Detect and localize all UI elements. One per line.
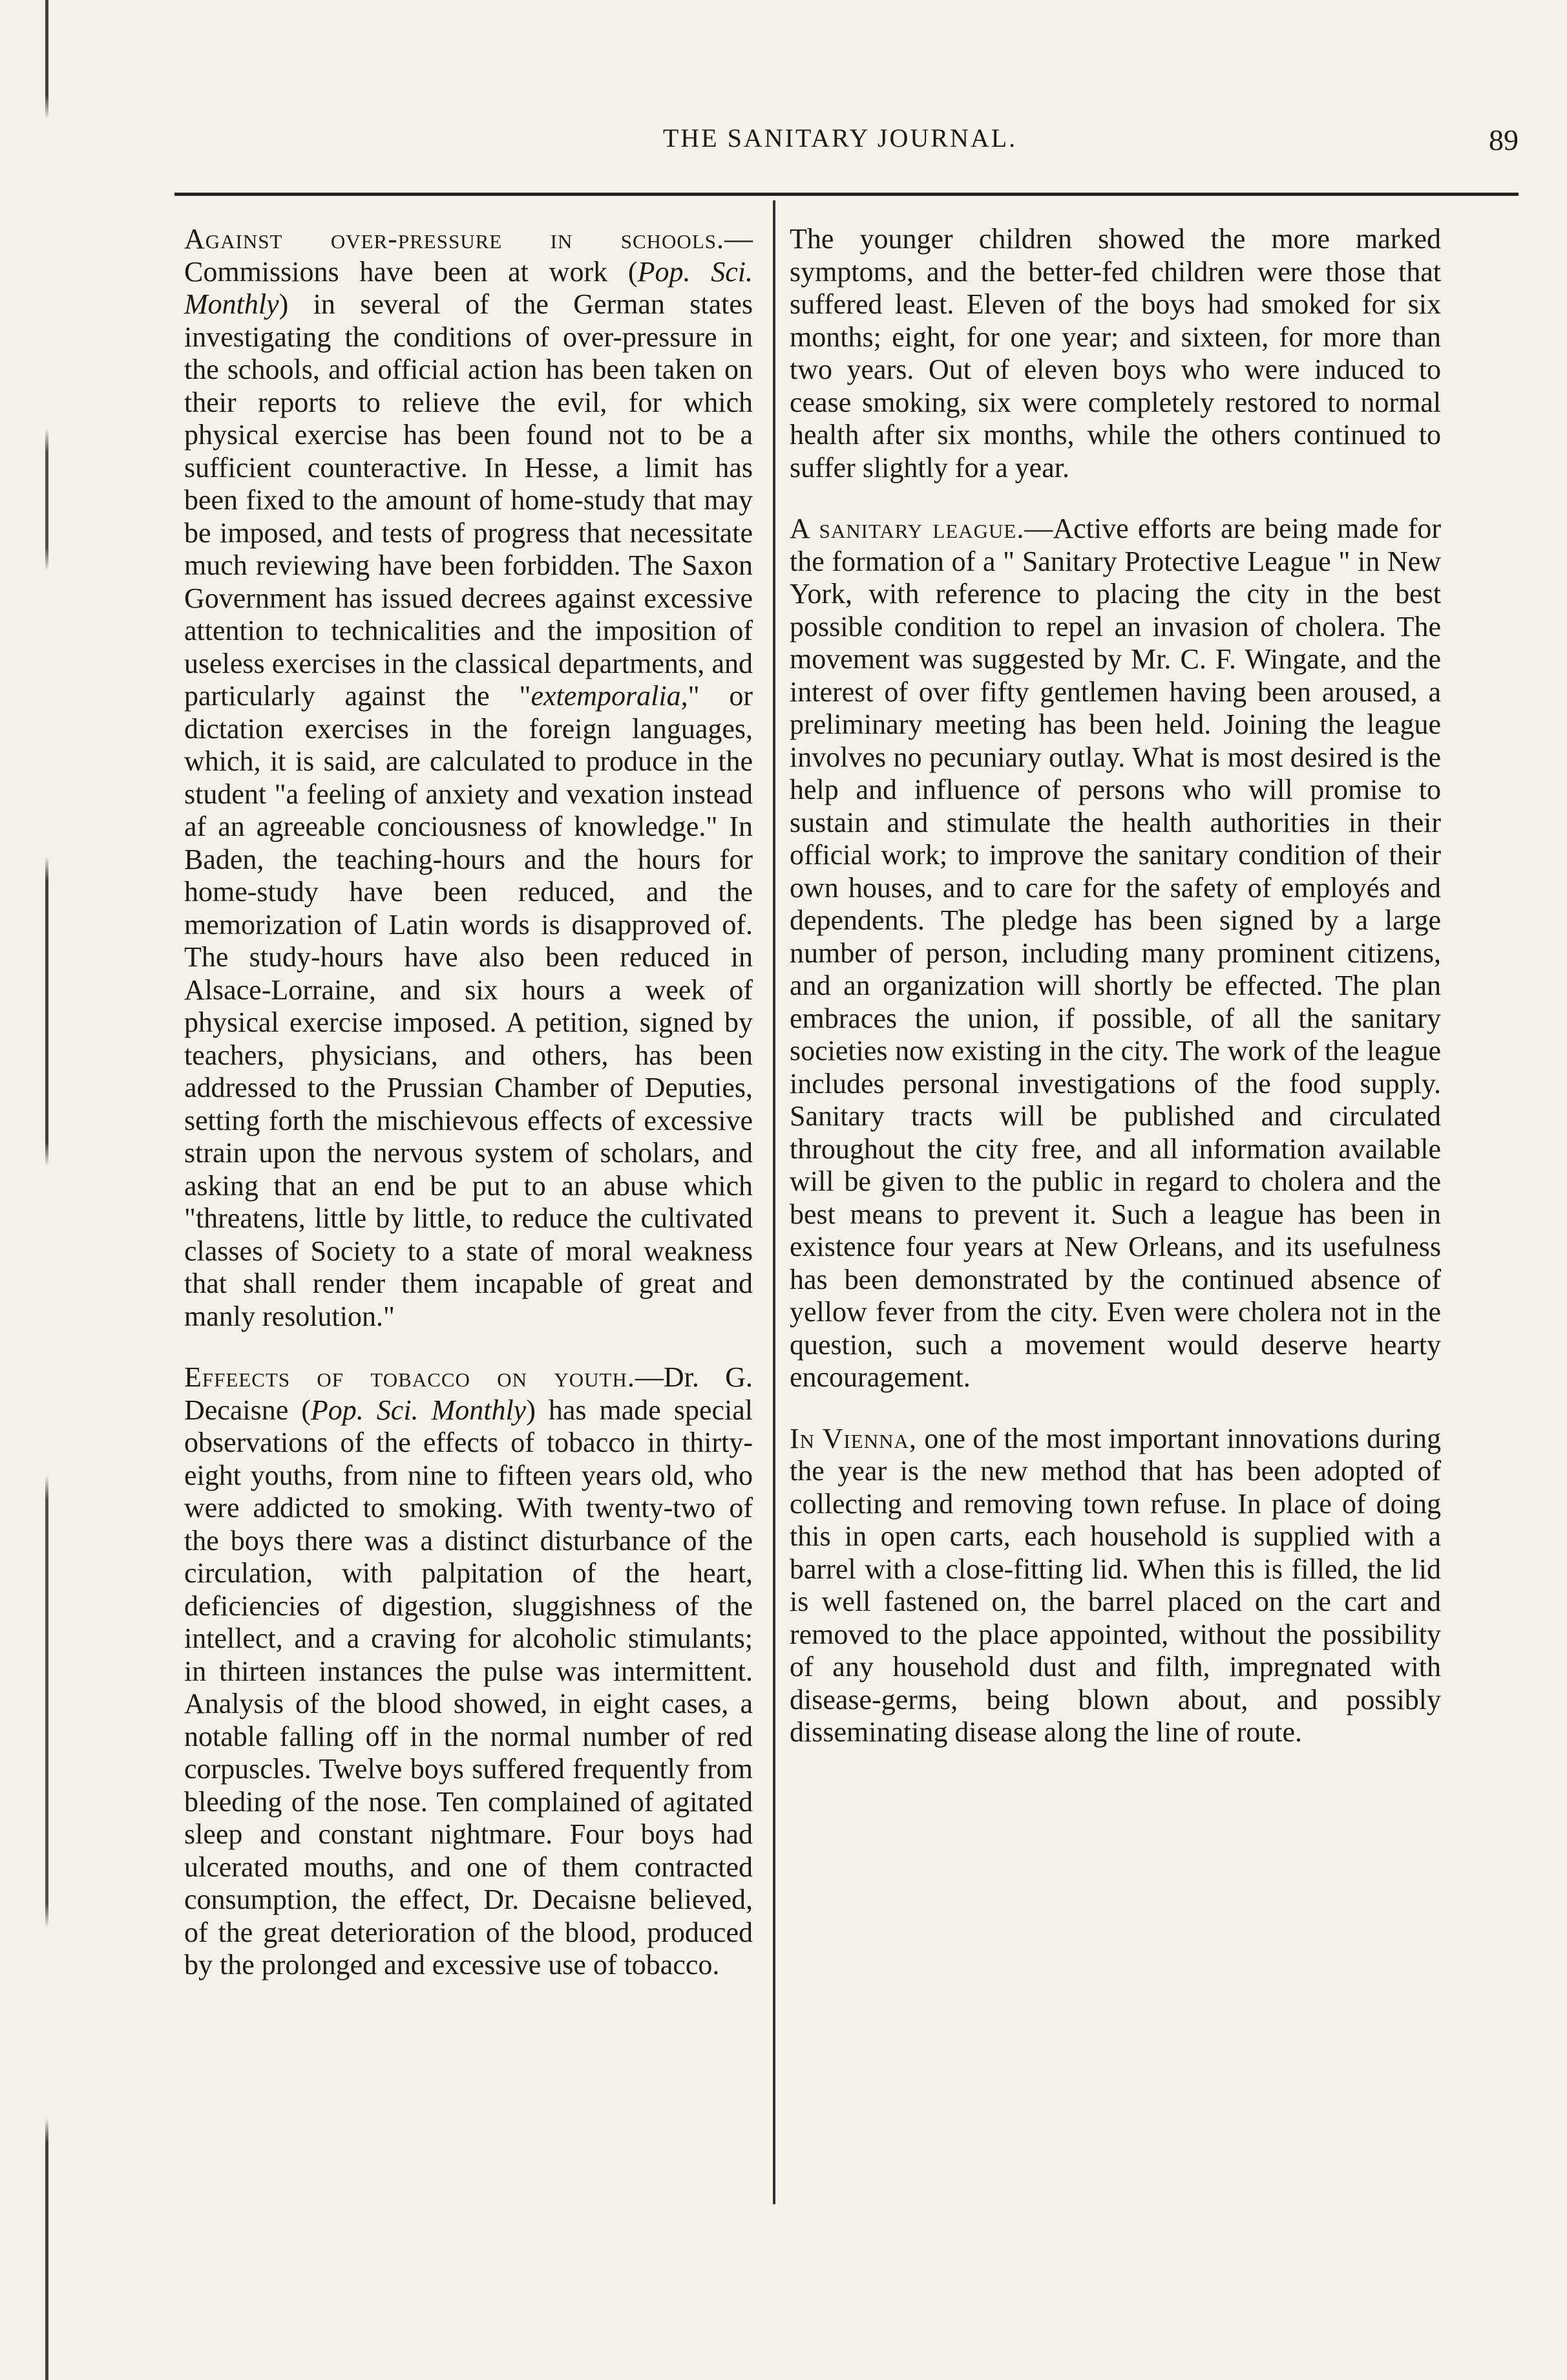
article-text: ) in several of the German states investigating the conditions of over-pressure in the schools, and official action has been taken on their reports to relieve the evil, for which physical exercise has been found not to be a sufficient counteractive. In Hesse, a limit has been fixed to the amount of home-study that may be imposed, and tests of progress that necessitate much reviewing have been forbidden. The Saxon Government has issued decrees against excessive attention to technicalities and the imposition of useless exercises in the classical departments, and particularly against the " bbox=[184, 288, 753, 712]
right-column bbox=[790, 223, 1441, 1749]
scan-binding-edge bbox=[45, 0, 48, 2380]
page-number: 89 bbox=[1489, 123, 1519, 156]
article-over-pressure bbox=[184, 223, 753, 1333]
article-text: " or dictation exercises in the foreign languages, which, it is said, are calculated to produce in the student "a feeling of anxiety and vexation instead af an agreeable conciousness of knowledge." In Baden, the teaching-hours and the hours for home-study have been reduced, and the memorization of Latin words is disapproved of. The study-hours have also been reduced in Alsace-Lorraine, and six hours a week of physical exercise imposed. A petition, signed by teachers, physicians, and others, has been addressed to the Prussian Chamber of Deputies, setting forth the mischievous effects of excessive strain upon the nervous system of scholars, and asking that an end be put to an abuse which "threatens, little by little, to reduce the cultivated classes of Society to a state of moral weakness that shall render them incapable of great and manly resolution." bbox=[184, 680, 753, 1332]
article-text: ) has made special observations of the effects of tobacco in thirty-eight youths, from nine to fifteen years old, who were addicted to smoking. With twenty-two of the boys there was a distinct disturbance of the circulation, with palpitation of the heart, deficiencies of digestion, sluggishness of the intellect, and a craving for alcoholic stimulants; in thirteen instances the pulse was intermittent. Analysis of the blood showed, in eight cases, a notable falling off in the normal number of red corpuscles. Twelve boys suffered frequently from bleeding of the nose. Ten complained of agitated sleep and constant nightmare. Four boys had ulcerated mouths, and one of them contracted consumption, the effect, Dr. Decaisne believed, of the great deterioration of the blood, produced by the prolonged and excessive use of tobacco. bbox=[184, 1394, 753, 1981]
article-text: —Commissions have been at work ( bbox=[184, 223, 753, 288]
column-divider bbox=[773, 200, 775, 2204]
article-heading: A sanitary league. bbox=[790, 513, 1025, 544]
source-citation: Pop. Sci. Monthly bbox=[310, 1394, 527, 1426]
article-heading: Against over-pressure in schools. bbox=[184, 223, 724, 255]
page-header bbox=[162, 123, 1519, 168]
article-text: —Dr. G. Decaisne ( bbox=[184, 1361, 753, 1426]
article-text: one of the most important innovations during the year is the new method that has been adopted of collecting and removing town refuse. In place of doing this in open carts, each household is supplied with a barrel with a close-fitting lid. When this is filled, the lid is well fastened on, the barrel placed on the cart and removed to the place appointed, without the possibility of any household dust and filth, impregnated with disease-germs, being blown about, and possibly disseminating disease along the line of route. bbox=[790, 1422, 1441, 1748]
article-tobacco-continued: The younger children showed the more marked symptoms, and the better-fed children were those that suffered least. Eleven of the boys had smoked for six months; eight, for one year; and sixteen, for more than two years. Out of eleven boys who were induced to cease smoking, six were completely restored to normal health after six months, while the others continued to suffer slightly for a year. bbox=[790, 223, 1441, 483]
article-text: —Active efforts are being made for the formation of a " Sanitary Protective League " in New York, with reference to placing the city in the best possible condition to repel an invasion of cholera. The movement was suggested by Mr. C. F. Wingate, and the interest of over fifty gentlemen having been aroused, a preliminary meeting has been held. Joining the league involves no pecuniary outlay. What is most desired is the help and influence of persons who will promise to sustain and stimulate the health authorities in their official work; to improve the sanitary condition of their own houses, and to care for the safety of employés and dependents. The pledge has been signed by a large number of person, including many prominent citizens, and an organization will shortly be effected. The plan embraces the union, if possible, of all the sanitary societies now existing in the city. The work of the league includes personal investigations of the food supply. Sanitary tracts will be published and circulated throughout the city free, and all information available will be given to the public in regard to cholera and the best means to prevent it. Such a league has been in existence four years at New Orleans, and its usefulness has been demonstrated by the continued absence of yellow fever from the city. Even were cholera not in the question, such a movement would deserve hearty encouragement. bbox=[790, 513, 1441, 1393]
article-vienna bbox=[790, 1423, 1441, 1749]
source-citation: Pop. Sci. Monthly bbox=[184, 255, 753, 320]
article-heading: Effeects of tobacco on youth. bbox=[184, 1361, 635, 1393]
italic-term: extemporalia, bbox=[531, 680, 688, 712]
header-rule bbox=[174, 193, 1519, 196]
running-title: THE SANITARY JOURNAL. bbox=[662, 123, 1018, 153]
left-column bbox=[184, 223, 753, 1982]
article-heading: In Vienna, bbox=[790, 1422, 917, 1454]
article-tobacco bbox=[184, 1361, 753, 1982]
article-sanitary-league bbox=[790, 513, 1441, 1394]
